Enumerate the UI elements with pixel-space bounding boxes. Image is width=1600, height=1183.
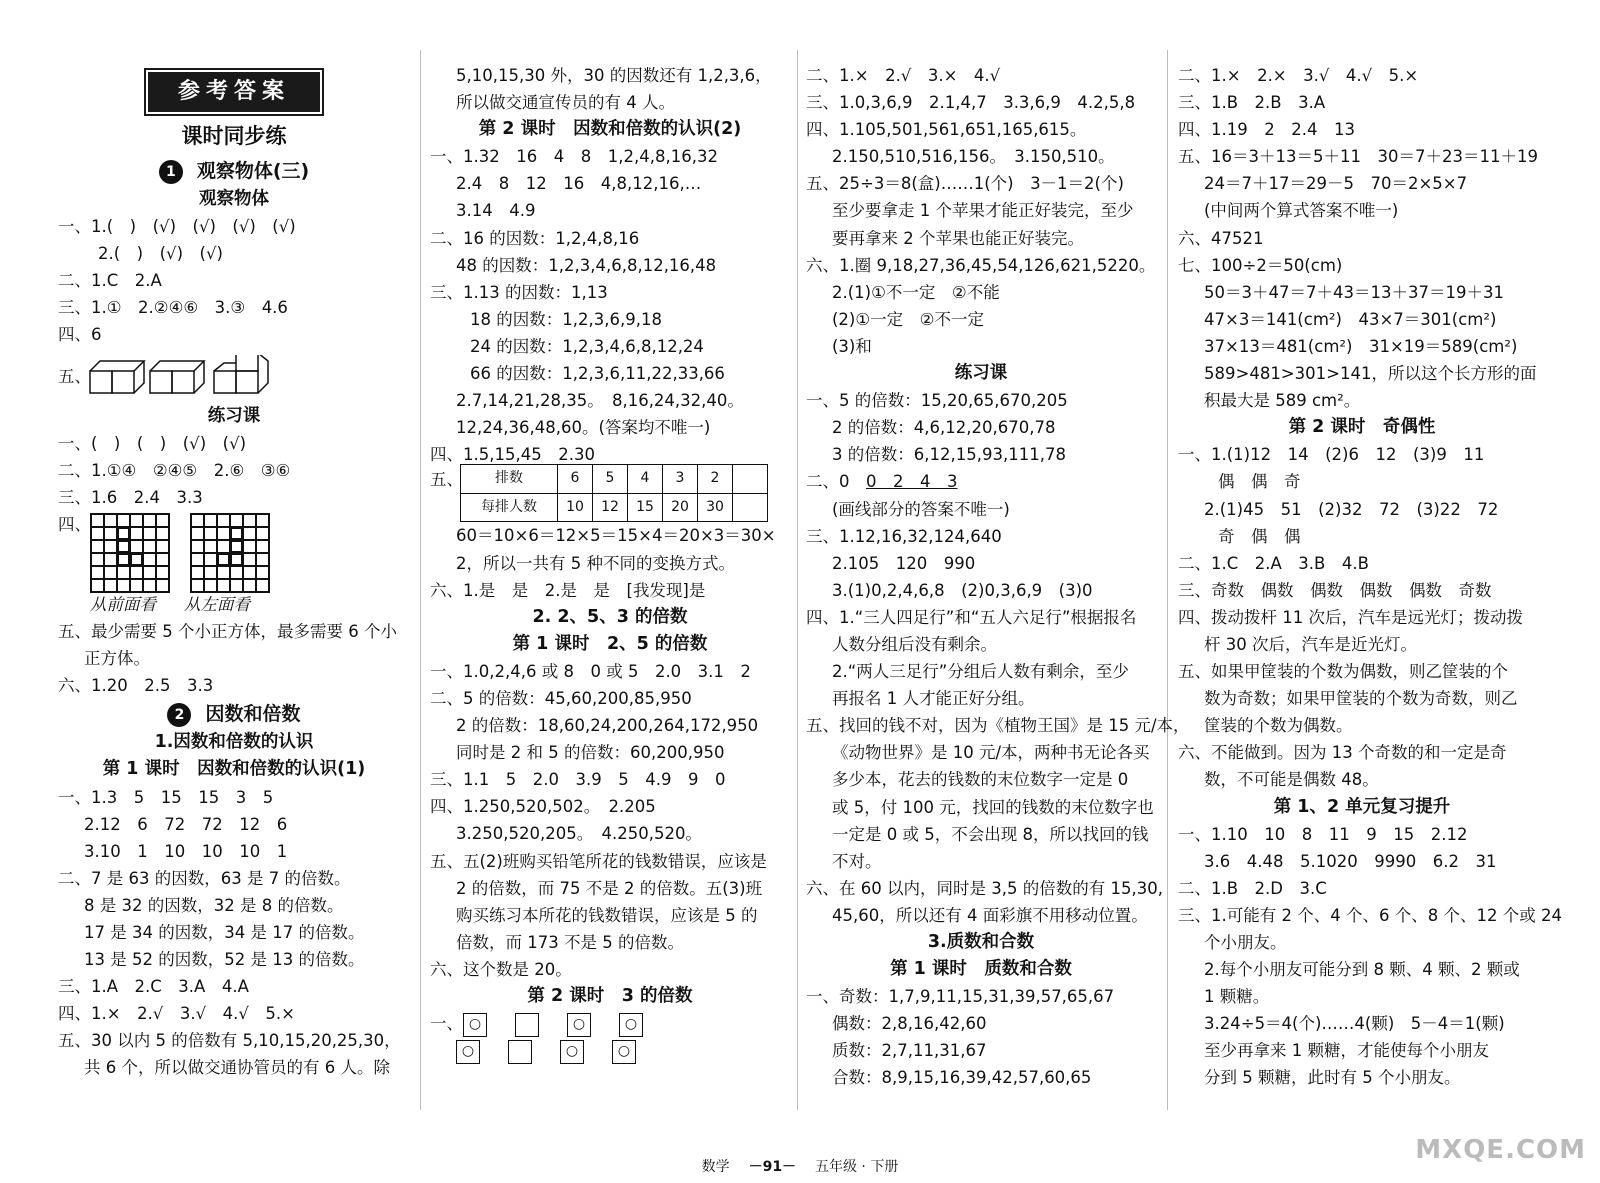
answer-line: 多少本，花去的钱数的末位数字一定是 0 <box>832 770 1129 790</box>
answer-line: 三、1.6 2.4 3.3 <box>58 487 203 507</box>
answer-line: 60＝10×6＝12×5＝15×4＝20×3＝30× <box>456 526 776 546</box>
lesson-heading: 练习课 <box>207 405 261 426</box>
front-view-grid <box>90 513 170 593</box>
answer-line: 同时是 2 和 5 的倍数：60,200,950 <box>456 743 725 763</box>
answer-column-1 <box>58 62 410 1082</box>
answer-line: 二、1.①④ ②④⑤ 2.⑥ ③⑥ <box>58 460 291 480</box>
unit-heading <box>58 156 410 186</box>
answer-prefix: 二、0 <box>806 472 866 492</box>
unit-number-badge: 2 <box>167 703 191 727</box>
column-divider <box>797 50 798 1110</box>
answer-line: 二、7 是 63 的因数，63 是 7 的倍数。 <box>58 868 351 888</box>
answer-line: 3.6 4.48 5.1020 9990 6.2 31 <box>1204 851 1497 871</box>
answer-line: 倍数，而 173 不是 5 的倍数。 <box>456 932 684 952</box>
answer-line: 六、47521 <box>1178 228 1264 248</box>
table-cell: 2 <box>698 465 733 493</box>
lesson-heading: 3.质数和合数 <box>927 932 1035 952</box>
table-cell: 4 <box>628 465 663 493</box>
answer-line: 一、1.(1)12 14 (2)6 12 (3)9 11 <box>1178 445 1485 465</box>
footer-grade: 五年级 · 下册 <box>814 1159 899 1175</box>
empty-square <box>515 1013 539 1037</box>
answer-line: 2.150,510,516,156。 3.150,510。 <box>832 147 1115 167</box>
answer-line <box>806 468 1156 495</box>
unit-heading <box>58 699 410 729</box>
answer-line: 六、这个数是 20。 <box>430 959 572 979</box>
answer-line: 六、1.是 是 2.是 是 [我发现]是 <box>430 580 706 600</box>
banner-title: 参考答案 <box>148 72 320 112</box>
answer-line: 2.105 120 990 <box>832 553 976 573</box>
empty-square <box>508 1040 532 1064</box>
page-number: －91－ <box>748 1159 797 1175</box>
answer-line: 45,60，所以还有 4 面彩旗不用移动位置。 <box>832 905 1148 925</box>
section-title: 课时同步练 <box>181 124 287 148</box>
answer-line: 五、16＝3＋13＝5＋11 30＝7＋23＝11＋19 <box>1178 147 1538 167</box>
answer-line: 二、1.B 2.D 3.C <box>1178 878 1327 898</box>
answer-line: 2.4 8 12 16 4,8,12,16,… <box>456 174 702 194</box>
answer-line: 五、 <box>430 470 463 490</box>
table-cell: 15 <box>628 493 663 521</box>
answer-line: 五、如果甲筐装的个数为偶数，则乙筐装的个 <box>1178 662 1508 682</box>
underlined-answer: 0 2 4 3 <box>866 472 958 492</box>
answer-line: 五、找回的钱不对，因为《植物王国》是 15 元/本， <box>806 716 1190 736</box>
answer-line: 偶 偶 奇 <box>1218 472 1301 492</box>
answer-line: 所以做交通宣传员的有 4 人。 <box>456 93 675 113</box>
answer-line: 七、100÷2＝50(cm) <box>1178 255 1343 275</box>
answer-line: 奇 偶 偶 <box>1218 526 1301 546</box>
answer-line: 一、1.0,2,4,6 或 8 0 或 5 2.0 3.1 2 <box>430 661 751 681</box>
answer-line: 1 颗糖。 <box>1204 987 1270 1007</box>
answer-line: 四、1.5,15,45 2.30 <box>430 445 595 465</box>
lesson-heading: 第 1 课时 质数和合数 <box>890 959 1072 980</box>
answer-line: 购买练习本所花的钱数错误，应该是 5 的 <box>456 905 758 925</box>
answer-line: 三、奇数 偶数 偶数 偶数 偶数 奇数 <box>1178 580 1492 600</box>
answer-line: 2.12 6 72 72 12 6 <box>84 814 288 834</box>
answer-line: 六、在 60 以内，同时是 3,5 的倍数的有 15,30, <box>806 878 1163 898</box>
arrangement-table-block <box>430 464 790 522</box>
column-divider <box>420 50 421 1110</box>
cube-figure-icon <box>88 355 328 399</box>
circled-square: ○ <box>560 1040 584 1064</box>
answer-line: 人数分组后没有剩余。 <box>832 634 997 654</box>
answer-line: (2)①一定 ②不一定 <box>832 309 984 329</box>
answer-line: 12,24,36,48,60。(答案均不唯一) <box>456 418 711 438</box>
answer-line: 三、1.0,3,6,9 2.1,4,7 3.3,6,9 4.2,5,8 <box>806 93 1136 113</box>
answer-line: 数为奇数；如果甲筐装的个数为奇数，则乙 <box>1204 689 1518 709</box>
column-divider <box>1167 50 1168 1110</box>
answer-line: 二、16 的因数：1,2,4,8,16 <box>430 228 640 248</box>
unit-title: 因数和倍数 <box>205 703 301 726</box>
answer-line: 六、1.圈 9,18,27,36,45,54,126,621,5220。 <box>806 255 1156 275</box>
circled-square: ○ <box>567 1013 591 1037</box>
answer-line: 五、25÷3＝8(盒)……1(个) 3－1＝2(个) <box>806 174 1124 194</box>
answer-line: 三、1.12,16,32,124,640 <box>806 526 1002 546</box>
circled-square: ○ <box>456 1040 480 1064</box>
answer-line: 18 的因数：1,2,3,6,9,18 <box>470 309 662 329</box>
answer-line: 三、1.1 5 2.0 3.9 5 4.9 9 0 <box>430 770 726 790</box>
circled-square: ○ <box>619 1013 643 1037</box>
cube-figures <box>58 349 410 403</box>
table-cell: 12 <box>593 493 628 521</box>
table-cell <box>733 465 768 493</box>
answer-line: 17 是 34 的因数，34 是 17 的倍数。 <box>84 922 365 942</box>
answer-line: 一、奇数：1,7,9,11,15,31,39,57,65,67 <box>806 987 1115 1007</box>
answer-line: 四、1.“三人四足行”和“五人六足行”根据报名 <box>806 607 1137 627</box>
answer-line: 一、5 的倍数：15,20,65,670,205 <box>806 391 1068 411</box>
answer-line: 五、 <box>58 366 91 386</box>
answer-line: 2.“两人三足行”分组后人数有剩余，至少 <box>832 662 1129 682</box>
answer-line: 3.(1)0,2,4,6,8 (2)0,3,6,9 (3)0 <box>832 580 1093 600</box>
answer-line: 二、1.C 2.A <box>58 271 162 291</box>
answer-line: 至少要拿走 1 个苹果才能正好装完，至少 <box>832 201 1134 221</box>
answer-line: 五、30 以内 5 的倍数有 5,10,15,20,25,30， <box>58 1031 401 1051</box>
answer-line: 个小朋友。 <box>1204 933 1287 952</box>
circled-square: ○ <box>463 1013 487 1037</box>
unit-number-badge: 1 <box>159 160 183 184</box>
answer-line: 三、1.① 2.②④⑥ 3.③ 4.6 <box>58 298 288 318</box>
answer-line: 一、1.32 16 4 8 1,2,4,8,16,32 <box>430 147 718 167</box>
answer-line: 合数：8,9,15,16,39,42,57,60,65 <box>832 1068 1092 1088</box>
answer-line: 3.14 4.9 <box>456 201 536 221</box>
lesson-heading: 第 1、2 单元复习提升 <box>1273 796 1451 817</box>
answer-line: 66 的因数：1,2,3,6,11,22,33,66 <box>470 364 725 384</box>
square-answer-block <box>430 1010 790 1068</box>
watermark: MXQE.COM <box>1415 1135 1586 1165</box>
answer-column-2 <box>430 62 790 1068</box>
grid-figures <box>58 511 410 591</box>
answer-line: 二、1.× 2.√ 3.× 4.√ <box>806 66 1001 85</box>
answer-line: (中间两个算式答案不唯一) <box>1204 201 1399 221</box>
answer-line: 杆 30 次后，汽车是近光灯。 <box>1204 634 1417 654</box>
answer-line: 四、1.250,520,502。 2.205 <box>430 797 656 817</box>
answer-line: 至少再拿来 1 颗糖，才能使每个小朋友 <box>1204 1041 1489 1061</box>
answer-line: 24 的因数：1,2,3,4,6,8,12,24 <box>470 336 704 356</box>
lesson-heading: 第 2 课时 奇偶性 <box>1288 417 1436 438</box>
answer-line: 2.7,14,21,28,35。 8,16,24,32,40。 <box>456 391 744 411</box>
answer-line: 六、1.20 2.5 3.3 <box>58 676 214 696</box>
answer-line: 一、1.( ) (√) (√) (√) (√) <box>58 217 296 237</box>
answer-line: 二、1.× 2.× 3.√ 4.√ 5.× <box>1178 66 1419 85</box>
answer-line: 2.(1)①不一定 ②不能 <box>832 282 1000 302</box>
answer-line: 3.24÷5＝4(个)……4(颗) 5－4＝1(颗) <box>1204 1014 1505 1034</box>
left-view-grid <box>190 513 270 593</box>
lesson-heading: 第 2 课时 3 的倍数 <box>527 986 693 1006</box>
answer-line: 五、五(2)班购买铅笔所花的钱数错误，应该是 <box>430 851 767 871</box>
answer-line: 一定是 0 或 5，不会出现 8，所以找回的钱 <box>832 824 1149 844</box>
answer-line: 二、5 的倍数：45,60,200,85,950 <box>430 688 692 708</box>
answer-line: (画线部分的答案不唯一) <box>832 499 1010 519</box>
answer-line: 2 的倍数：18,60,24,200,264,172,950 <box>456 716 759 736</box>
answer-line: 《动物世界》是 10 元/本，两种书无论各买 <box>832 743 1150 763</box>
answer-line: 共 6 个，所以做交通协管员的有 6 人。除 <box>84 1058 390 1078</box>
table-cell <box>733 493 768 521</box>
answer-line: 2.每个小朋友可能分到 8 颗、4 颗、2 颗或 <box>1204 960 1520 980</box>
answer-line: 13 是 52 的因数，52 是 13 的倍数。 <box>84 950 365 970</box>
table-cell: 10 <box>558 493 593 521</box>
answer-line: 三、1.B 2.B 3.A <box>1178 93 1326 113</box>
answer-column-3 <box>806 62 1190 1092</box>
lesson-heading: 第 1 课时 2、5 的倍数 <box>512 633 708 654</box>
answer-line: 筐装的个数为偶数。 <box>1204 716 1353 736</box>
arrangement-table <box>460 464 768 521</box>
answer-line: 589>481>301>141，所以这个长方形的面 <box>1204 364 1537 384</box>
answer-line: 一、 <box>430 1014 463 1034</box>
answer-line: 四、 <box>58 514 91 534</box>
lesson-heading: 2. 2、5、3 的倍数 <box>532 606 688 627</box>
lesson-heading: 第 2 课时 因数和倍数的认识(2) <box>478 119 742 140</box>
answer-line: 五、最少需要 5 个小正方体，最多需要 6 个小 <box>58 622 397 642</box>
answer-line: 8 是 32 的因数，32 是 8 的倍数。 <box>84 895 344 915</box>
answer-line: 2，所以一共有 5 种不同的变换方式。 <box>456 553 735 573</box>
answer-line: 质数：2,7,11,31,67 <box>832 1041 987 1061</box>
answer-line: 47×3＝141(cm²) 43×7＝301(cm²) <box>1204 309 1497 329</box>
answer-line: 2 的倍数：4,6,12,20,670,78 <box>832 418 1056 438</box>
answer-line: 3 的倍数：6,12,15,93,111,78 <box>832 445 1066 465</box>
answer-line: 37×13＝481(cm²) 31×19＝589(cm²) <box>1204 336 1518 356</box>
answer-line: 分到 5 颗糖，此时有 5 个小朋友。 <box>1204 1068 1461 1088</box>
lesson-heading: 练习课 <box>954 363 1008 384</box>
answer-line: 一、( ) ( ) (√) (√) <box>58 433 247 453</box>
answer-line: 一、1.3 5 15 15 3 5 <box>58 787 274 807</box>
answer-line: 再报名 1 人才能正好分组。 <box>832 689 1035 709</box>
table-row <box>461 493 768 521</box>
table-cell: 3 <box>663 465 698 493</box>
unit-title: 观察物体(三) <box>196 160 310 182</box>
answer-line: 四、拨动拨杆 11 次后，汽车是远光灯；拨动拨 <box>1178 607 1523 627</box>
answer-line: 5,10,15,30 外，30 的因数还有 1,2,3,6， <box>456 66 772 85</box>
answer-line: 不对。 <box>832 851 882 871</box>
answer-line: 三、1.13 的因数：1,13 <box>430 282 608 302</box>
answer-line: 或 5，付 100 元，找回的钱数的末位数字也 <box>832 797 1154 817</box>
answer-line: 2.( ) (√) (√) <box>98 244 223 264</box>
answer-line: 3.10 1 10 10 10 1 <box>84 841 288 861</box>
answer-line: 要再拿来 2 个苹果也能正好装完。 <box>832 228 1084 248</box>
answer-line: 三、1.可能有 2 个、4 个、6 个、8 个、12 个或 24 <box>1178 905 1562 925</box>
table-cell: 30 <box>698 493 733 521</box>
answer-line: 48 的因数：1,2,3,4,6,8,12,16,48 <box>456 255 717 275</box>
lesson-heading: 观察物体 <box>199 189 269 209</box>
answer-line: 四、1.19 2 2.4 13 <box>1178 120 1355 140</box>
answer-line: 三、1.A 2.C 3.A 4.A <box>58 977 249 997</box>
table-cell: 5 <box>593 465 628 493</box>
table-cell: 6 <box>558 465 593 493</box>
answer-line: 50＝3＋47＝7＋43＝13＋37＝19＋31 <box>1204 282 1504 302</box>
answer-line: 正方体。 <box>84 649 150 669</box>
table-row <box>461 465 768 493</box>
grid-captions <box>58 591 410 618</box>
answer-line: 3.250,520,205。 4.250,520。 <box>456 824 702 844</box>
caption-left: 从左面看 <box>184 594 250 614</box>
table-cell: 20 <box>663 493 698 521</box>
answer-line: 偶数：2,8,16,42,60 <box>832 1014 987 1034</box>
answer-column-4 <box>1178 62 1562 1092</box>
answer-line: 四、6 <box>58 325 102 345</box>
lesson-heading: 第 1 课时 因数和倍数的认识(1) <box>102 759 366 780</box>
lesson-heading: 1.因数和倍数的认识 <box>154 732 314 753</box>
answer-line: 一、1.10 10 8 11 9 15 2.12 <box>1178 824 1468 844</box>
answer-line: 2.(1)45 51 (2)32 72 (3)22 72 <box>1204 499 1499 519</box>
footer-subject: 数学 <box>701 1159 730 1175</box>
table-cell: 每排人数 <box>461 493 558 521</box>
answer-line: 数，不可能是偶数 48。 <box>1204 770 1379 790</box>
table-cell: 排数 <box>461 465 558 493</box>
answer-line: 二、1.C 2.A 3.B 4.B <box>1178 553 1369 573</box>
answer-line: 24＝7＋17＝29－5 70＝2×5×7 <box>1204 174 1468 194</box>
answer-line: 积最大是 589 cm²。 <box>1204 391 1361 411</box>
answer-line: 六、不能做到。因为 13 个奇数的和一定是奇 <box>1178 743 1507 763</box>
answer-line: 四、1.× 2.√ 3.√ 4.√ 5.× <box>58 1004 295 1024</box>
caption-front: 从前面看 <box>90 594 156 614</box>
answer-line: 四、1.105,501,561,651,165,615。 <box>806 120 1087 140</box>
page-footer <box>0 1156 1600 1176</box>
circled-square: ○ <box>612 1040 636 1064</box>
answer-line: (3)和 <box>832 336 872 356</box>
answer-line: 2 的倍数，而 75 不是 2 的倍数。五(3)班 <box>456 878 763 898</box>
